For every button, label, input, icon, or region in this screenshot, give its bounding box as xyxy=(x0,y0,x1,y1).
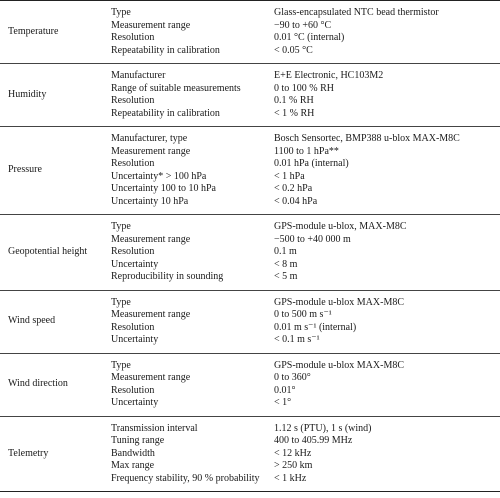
parameter-value: < 5 m xyxy=(274,271,298,282)
section-row-humidity xyxy=(0,64,500,127)
parameter-value: −90 to +60 °C xyxy=(274,19,332,31)
section-name: Pressure xyxy=(0,127,111,215)
parameter-value: 0.1 % RH xyxy=(274,95,314,106)
value-list xyxy=(274,1,500,64)
parameter-label: Transmission interval xyxy=(111,422,198,434)
parameter-label: Measurement range xyxy=(111,372,191,383)
parameter-value: > 250 km xyxy=(274,460,313,471)
parameter-label: Measurement range xyxy=(111,145,191,157)
section-name: Wind direction xyxy=(0,353,111,416)
parameter-value: 0 to 100 % RH xyxy=(274,82,334,94)
value-list xyxy=(274,64,500,127)
parameter-label: Measurement range xyxy=(111,309,191,320)
parameter-label: Repeatability in calibration xyxy=(111,44,220,56)
parameter-label: Uncertainty xyxy=(111,258,159,270)
parameter-label: Frequency stability, 90 % probability xyxy=(111,472,260,484)
parameter-label: Resolution xyxy=(111,158,155,169)
parameter-value: 0.01 °C (internal) xyxy=(274,32,345,43)
parameter-value: GPS-module u-blox MAX-M8C xyxy=(274,359,405,371)
parameter-label: Repeatability in calibration xyxy=(111,107,220,119)
parameter-value: 0.01° xyxy=(274,384,296,396)
parameter-value: GPS-module u-blox MAX-M8C xyxy=(274,296,405,308)
parameter-value: < 8 m xyxy=(274,258,298,270)
parameter-label: Uncertainty 10 hPa xyxy=(111,195,189,207)
parameter-value: 1100 to 1 hPa** xyxy=(274,145,339,157)
parameter-value: −500 to +40 000 m xyxy=(274,233,351,245)
parameter-list xyxy=(111,416,274,492)
parameter-value: < 1 % RH xyxy=(274,107,315,119)
section-row-wind-speed xyxy=(0,290,500,353)
parameter-label: Max range xyxy=(111,460,155,471)
parameter-label: Manufacturer, type xyxy=(111,133,188,144)
parameter-label: Measurement range xyxy=(111,233,191,245)
parameter-label: Type xyxy=(111,221,131,232)
parameter-label: Tuning range xyxy=(111,435,165,446)
parameter-value: 1.12 s (PTU), 1 s (wind) xyxy=(274,422,372,434)
spec-table-body xyxy=(0,1,500,492)
section-row-temperature xyxy=(0,1,500,64)
parameter-value: 400 to 405.99 MHz xyxy=(274,435,353,446)
parameter-label: Resolution xyxy=(111,246,155,257)
value-list xyxy=(274,353,500,416)
parameter-value: Bosch Sensortec, BMP388 u-blox MAX-M8C xyxy=(274,133,460,144)
section-row-wind-direction xyxy=(0,353,500,416)
section-row-pressure xyxy=(0,127,500,215)
parameter-value: 0.01 hPa (internal) xyxy=(274,158,349,169)
parameter-label: Uncertainty* > 100 hPa xyxy=(111,170,207,182)
parameter-label: Bandwidth xyxy=(111,447,155,459)
parameter-label: Resolution xyxy=(111,321,155,333)
parameter-value: < 0.1 m s⁻¹ xyxy=(274,334,320,345)
parameter-label: Reproducibility in sounding xyxy=(111,271,224,282)
parameter-value: < 1° xyxy=(274,397,292,408)
parameter-label: Type xyxy=(111,7,131,18)
section-name: Telemetry xyxy=(0,416,111,492)
parameter-label: Resolution xyxy=(111,384,155,396)
value-list xyxy=(274,416,500,492)
parameter-list xyxy=(111,215,274,291)
parameter-label: Range of suitable measurements xyxy=(111,82,241,94)
parameter-value: E+E Electronic, HC103M2 xyxy=(274,70,384,81)
parameter-value: < 0.2 hPa xyxy=(274,183,313,194)
parameter-label: Uncertainty 100 to 10 hPa xyxy=(111,183,216,194)
parameter-list xyxy=(111,353,274,416)
parameter-label: Measurement range xyxy=(111,19,191,31)
parameter-value: < 0.04 hPa xyxy=(274,195,318,207)
parameter-label: Type xyxy=(111,296,131,308)
parameter-value: 0.1 m xyxy=(274,246,297,257)
section-name: Temperature xyxy=(0,1,111,64)
value-list xyxy=(274,127,500,215)
section-name: Humidity xyxy=(0,64,111,127)
parameter-value: 0 to 500 m s⁻¹ xyxy=(274,309,332,320)
parameter-value: 0.01 m s⁻¹ (internal) xyxy=(274,321,357,333)
parameter-label: Uncertainty xyxy=(111,334,159,345)
parameter-value: < 1 kHz xyxy=(274,472,307,484)
parameter-value: < 1 hPa xyxy=(274,170,305,182)
parameter-value: < 12 kHz xyxy=(274,447,312,459)
parameter-label: Uncertainty xyxy=(111,397,159,408)
section-row-telemetry xyxy=(0,416,500,492)
parameter-label: Resolution xyxy=(111,95,155,106)
parameter-list xyxy=(111,1,274,64)
parameter-label: Type xyxy=(111,359,131,371)
parameter-label: Resolution xyxy=(111,32,155,43)
parameter-list xyxy=(111,290,274,353)
parameter-list xyxy=(111,64,274,127)
parameter-value: 0 to 360° xyxy=(274,372,311,383)
section-name: Geopotential height xyxy=(0,215,111,291)
parameter-list xyxy=(111,127,274,215)
value-list xyxy=(274,290,500,353)
section-row-geopotential-height xyxy=(0,215,500,291)
value-list xyxy=(274,215,500,291)
section-name: Wind speed xyxy=(0,290,111,353)
parameter-value: GPS-module u-blox, MAX-M8C xyxy=(274,221,407,232)
parameter-value: < 0.05 °C xyxy=(274,44,313,56)
parameter-label: Manufacturer xyxy=(111,70,166,81)
parameter-value: Glass-encapsulated NTC bead thermistor xyxy=(274,7,439,18)
